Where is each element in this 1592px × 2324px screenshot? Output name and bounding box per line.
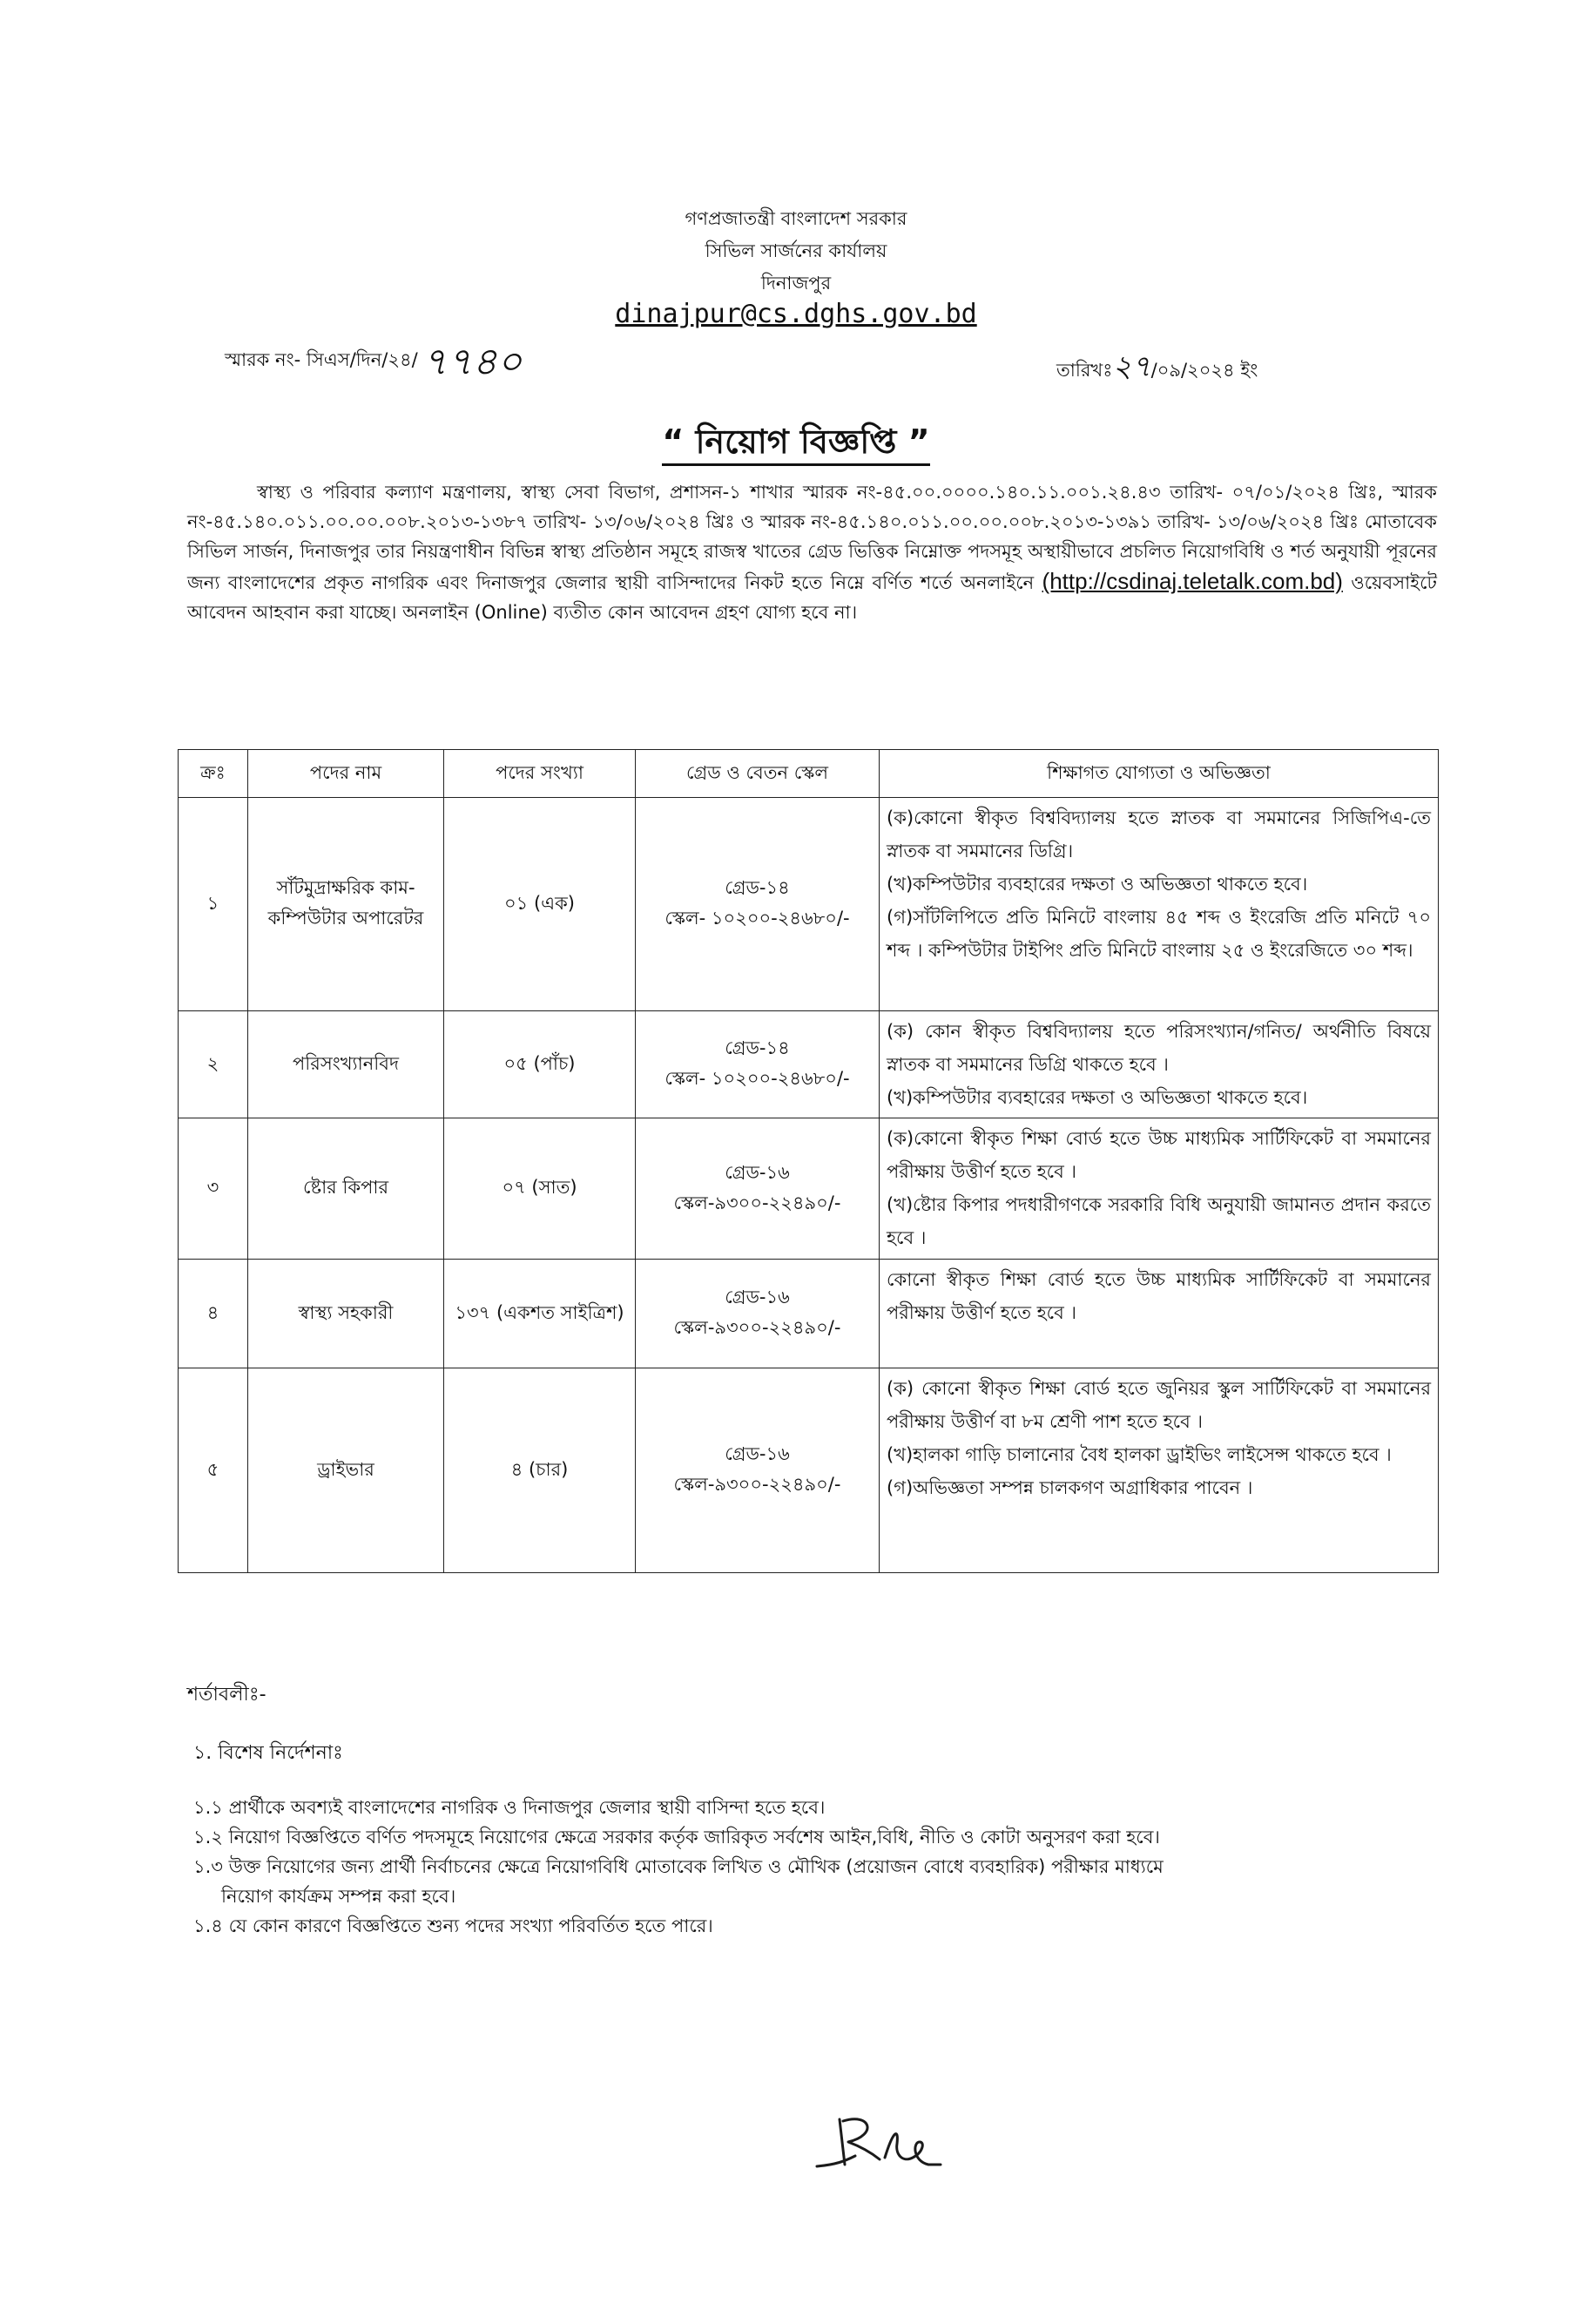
date-day-handwritten: ২৭ xyxy=(1112,349,1151,384)
qualification-item: (খ)কম্পিউটার ব্যবহারের দক্ষতা ও অভিজ্ঞতা থাকতে হবে। xyxy=(887,1087,1308,1108)
scale-text: স্কেল- ১০২০০-২৪৬৮০/- xyxy=(664,1068,850,1089)
govt-name: গণপ্রজাতন্ত্রী বাংলাদেশ সরকার xyxy=(685,208,907,229)
cell-serial: ৩ xyxy=(179,1118,248,1260)
qualification-item: (খ)ষ্টোর কিপার পদধারীগণকে সরকারি বিধি অনুযায়ী জামানত প্রদান করতে হবে । xyxy=(887,1194,1431,1248)
scale-text: স্কেল-৯৩০০-২২৪৯০/- xyxy=(673,1474,841,1495)
qualification-item: (ক) কোনো স্বীকৃত শিক্ষা বোর্ড হতে জুনিয়র স্কুল সার্টিফিকেট বা সমমানের পরীক্ষায় উত্তীর্ণ বা ৮ম শ্রেণী পাশ হতে হবে । xyxy=(887,1378,1431,1432)
district-name: দিনাজপুর xyxy=(760,273,832,294)
cell-serial: ২ xyxy=(179,1011,248,1118)
condition-item-continuation: নিয়োগ কার্যক্রম সম্পন্ন করা হবে। xyxy=(221,1886,456,1907)
cell-qualification xyxy=(880,1368,1439,1573)
application-url-link[interactable]: (http://csdinaj.teletalk.com.bd) xyxy=(1042,568,1343,594)
condition-item: ১.৪ যে কোন কারণে বিজ্ঞপ্তিতে শুন্য পদের সংখ্যা পরিবর্তিত হতে পারে। xyxy=(193,1915,713,1936)
qualification-item: (ক)কোনো স্বীকৃত বিশ্ববিদ্যালয় হতে স্নাতক বা সমমানের সিজিপিএ-তে স্নাতক বা সমমানের ডিগ্রি। xyxy=(887,807,1431,861)
memo-number-handwritten: ৭৭৪০ xyxy=(422,340,523,384)
cell-serial: ১ xyxy=(179,798,248,1011)
notice-title: “ নিয়োগ বিজ্ঞপ্তি ” xyxy=(0,416,1592,472)
grade-text: গ্রেড-১৬ xyxy=(725,1161,790,1183)
cell-grade-scale xyxy=(636,1368,880,1573)
date-rest: /০৯/২০২৪ ইং xyxy=(1150,360,1258,381)
cell-grade-scale xyxy=(636,1118,880,1260)
intro-text: স্বাস্থ্য ও পরিবার কল্যাণ মন্ত্রণালয়, স্বাস্থ্য সেবা বিভাগ, প্রশাসন-১ শাখার স্মারক নং-৪৫.০০.০০০০.১৪০.১১.০০১.২৪.৪৩ তারিখ- ০৭/০১/২০২৪ খ্রিঃ, স্মারক নং-৪৫.১৪০.০১১.০০.০০.০০৮.২০১৩-১৩৮৭ তারিখ- ১৩/০৬/২০২৪ খ্রিঃ ও স্মারক নং-৪৫.১৪০.০১১.০০.০০.০০৮.২০১৩-১৩৯১ তারিখ- ১৩/০৬/২০২৪ খ্রিঃ মোতাবেক সিভিল সার্জন, দিনাজপুর তার নিয়ন্ত্রণাধীন বিভিন্ন স্বাস্থ্য প্রতিষ্ঠান সমূহে রাজস্ব খাতের গ্রেড ভিত্তিক নিম্নোক্ত পদসমূহ অস্থায়ীভাবে প্রচলিত নিয়োগবিধি ও শর্ত অনুযায়ী পূরনের জন্য বাংলাদেশের প্রকৃত নাগরিক এবং দিনাজপুর জেলার স্থায়ী বাসিন্দাদের নিকট হতে নিম্নে বর্ণিত শর্তে অনলাইনে xyxy=(187,482,1437,593)
intro-text-after: ওয়েবসাইটে আবেদন আহবান করা যাচ্ছে। অনলাইন (Online) ব্যতীত কোন আবেদন গ্রহণ যোগ্য হবে না। xyxy=(187,572,1437,623)
office-email-link[interactable]: dinajpur@cs.dghs.gov.bd xyxy=(615,299,977,329)
grade-text: গ্রেড-১৪ xyxy=(725,1037,790,1058)
cell-qualification xyxy=(880,1260,1439,1368)
date-line xyxy=(1056,344,1258,394)
cell-post-count: ০৫ (পাঁচ) xyxy=(444,1011,636,1118)
condition-item: ১.১ প্রার্থীকে অবশ্যই বাংলাদেশের নাগরিক ও দিনাজপুর জেলার স্থায়ী বাসিন্দা হতে হবে। xyxy=(193,1797,826,1818)
scale-text: স্কেল- ১০২০০-২৪৬৮০/- xyxy=(664,908,850,929)
intro-paragraph xyxy=(187,477,1437,627)
scale-text: স্কেল-৯৩০০-২২৪৯০/- xyxy=(673,1317,841,1338)
qualification-item: (ক)কোনো স্বীকৃত শিক্ষা বোর্ড হতে উচ্চ মাধ্যমিক সার্টিফিকেট বা সমমানের পরীক্ষায় উত্তীর্ণ হতে হবে । xyxy=(887,1128,1431,1182)
office-name: সিভিল সার্জনের কার্যালয় xyxy=(705,240,887,261)
cell-qualification xyxy=(880,1011,1439,1118)
grade-text: গ্রেড-১৪ xyxy=(725,877,790,898)
grade-text: গ্রেড-১৬ xyxy=(725,1443,790,1464)
conditions-list xyxy=(193,1793,1430,1941)
header-post-count: পদের সংখ্যা xyxy=(444,750,636,798)
conditions-heading: শর্তাবলীঃ- xyxy=(187,1684,266,1706)
cell-post-name: স্বাস্থ্য সহকারী xyxy=(248,1260,444,1368)
memo-number-label: স্মারক নং- সিএস/দিন/২৪/ xyxy=(225,349,418,370)
cell-post-count: ০১ (এক) xyxy=(444,798,636,1011)
cell-post-name: পরিসংখ্যানবিদ xyxy=(248,1011,444,1118)
condition-item: ১.২ নিয়োগ বিজ্ঞপ্তিতে বর্ণিত পদসমূহে নিয়োগের ক্ষেত্রে সরকার কর্তৃক জারিকৃত সর্বশেষ আইন,বিধি, নীতি ও কোটা অনুসরণ করা হবে। xyxy=(193,1827,1160,1848)
posts-table xyxy=(178,749,1439,1573)
cell-grade-scale xyxy=(636,798,880,1011)
cell-post-name: সাঁটমুদ্রাক্ষরিক কাম- কম্পিউটার অপারেটর xyxy=(248,798,444,1011)
cell-post-name: ড্রাইভার xyxy=(248,1368,444,1573)
qualification-item: (গ)অভিজ্ঞতা সম্পন্ন চালকগণ অগ্রাধিকার পাবেন । xyxy=(887,1477,1253,1498)
cell-qualification xyxy=(880,1118,1439,1260)
cell-post-name: ষ্টোর কিপার xyxy=(248,1118,444,1260)
cell-grade-scale xyxy=(636,1260,880,1368)
header-qualification: শিক্ষাগত যোগ্যতা ও অভিজ্ঞতা xyxy=(880,750,1439,798)
header-post-name: পদের নাম xyxy=(248,750,444,798)
scale-text: স্কেল-৯৩০০-২২৪৯০/- xyxy=(673,1192,841,1213)
qualification-item: (খ)হালকা গাড়ি চালানোর বৈধ হালকা ড্রাইভিং লাইসেন্স থাকতে হবে । xyxy=(887,1444,1392,1465)
cell-qualification xyxy=(880,798,1439,1011)
cell-post-count: ৪ (চার) xyxy=(444,1368,636,1573)
special-instructions-heading: ১. বিশেষ নির্দেশনাঃ xyxy=(193,1742,343,1764)
cell-serial: ৫ xyxy=(179,1368,248,1573)
cell-post-count: ০৭ (সাত) xyxy=(444,1118,636,1260)
qualification-item: (খ)কম্পিউটার ব্যবহারের দক্ষতা ও অভিজ্ঞতা থাকতে হবে। xyxy=(887,874,1308,895)
condition-item: ১.৩ উক্ত নিয়োগের জন্য প্রার্থী নির্বাচনের ক্ষেত্রে নিয়োগবিধি মোতাবেক লিখিত ও মৌখিক (প্রয়োজন বোধে ব্যবহারিক) পরীক্ষার মাধ্যমে xyxy=(193,1856,1164,1877)
table-row xyxy=(179,1118,1439,1260)
table-row xyxy=(179,1260,1439,1368)
qualification-item: (গ)সাঁটলিপিতে প্রতি মিনিটে বাংলায় ৪৫ শব্দ ও ইংরেজি প্রতি মনিটে ৭০ শব্দ । কম্পিউটার টাইপিং প্রতি মিনিটে বাংলায় ২৫ ও ইংরেজিতে ৩০ শব্দ। xyxy=(887,907,1431,961)
header-grade-scale: গ্রেড ও বেতন স্কেল xyxy=(636,750,880,798)
cell-post-count: ১৩৭ (একশত সাইত্রিশ) xyxy=(444,1260,636,1368)
signature-mark xyxy=(810,2104,949,2182)
table-row xyxy=(179,1011,1439,1118)
table-header-row xyxy=(179,750,1439,798)
qualification-item: (ক) কোন স্বীকৃত বিশ্ববিদ্যালয় হতে পরিসংখ্যান/গনিত/ অর্থনীতি বিষয়ে স্নাতক বা সমমানের ডিগ্রি থাকতে হবে । xyxy=(887,1021,1431,1075)
qualification-item: কোনো স্বীকৃত শিক্ষা বোর্ড হতে উচ্চ মাধ্যমিক সার্টিফিকেট বা সমমানের পরীক্ষায় উত্তীর্ণ হতে হবে । xyxy=(887,1269,1431,1323)
table-row xyxy=(179,1368,1439,1573)
table-row xyxy=(179,798,1439,1011)
cell-serial: ৪ xyxy=(179,1260,248,1368)
grade-text: গ্রেড-১৬ xyxy=(725,1287,790,1307)
header-serial: ক্রঃ xyxy=(179,750,248,798)
cell-grade-scale xyxy=(636,1011,880,1118)
date-label: তারিখঃ xyxy=(1056,360,1113,381)
